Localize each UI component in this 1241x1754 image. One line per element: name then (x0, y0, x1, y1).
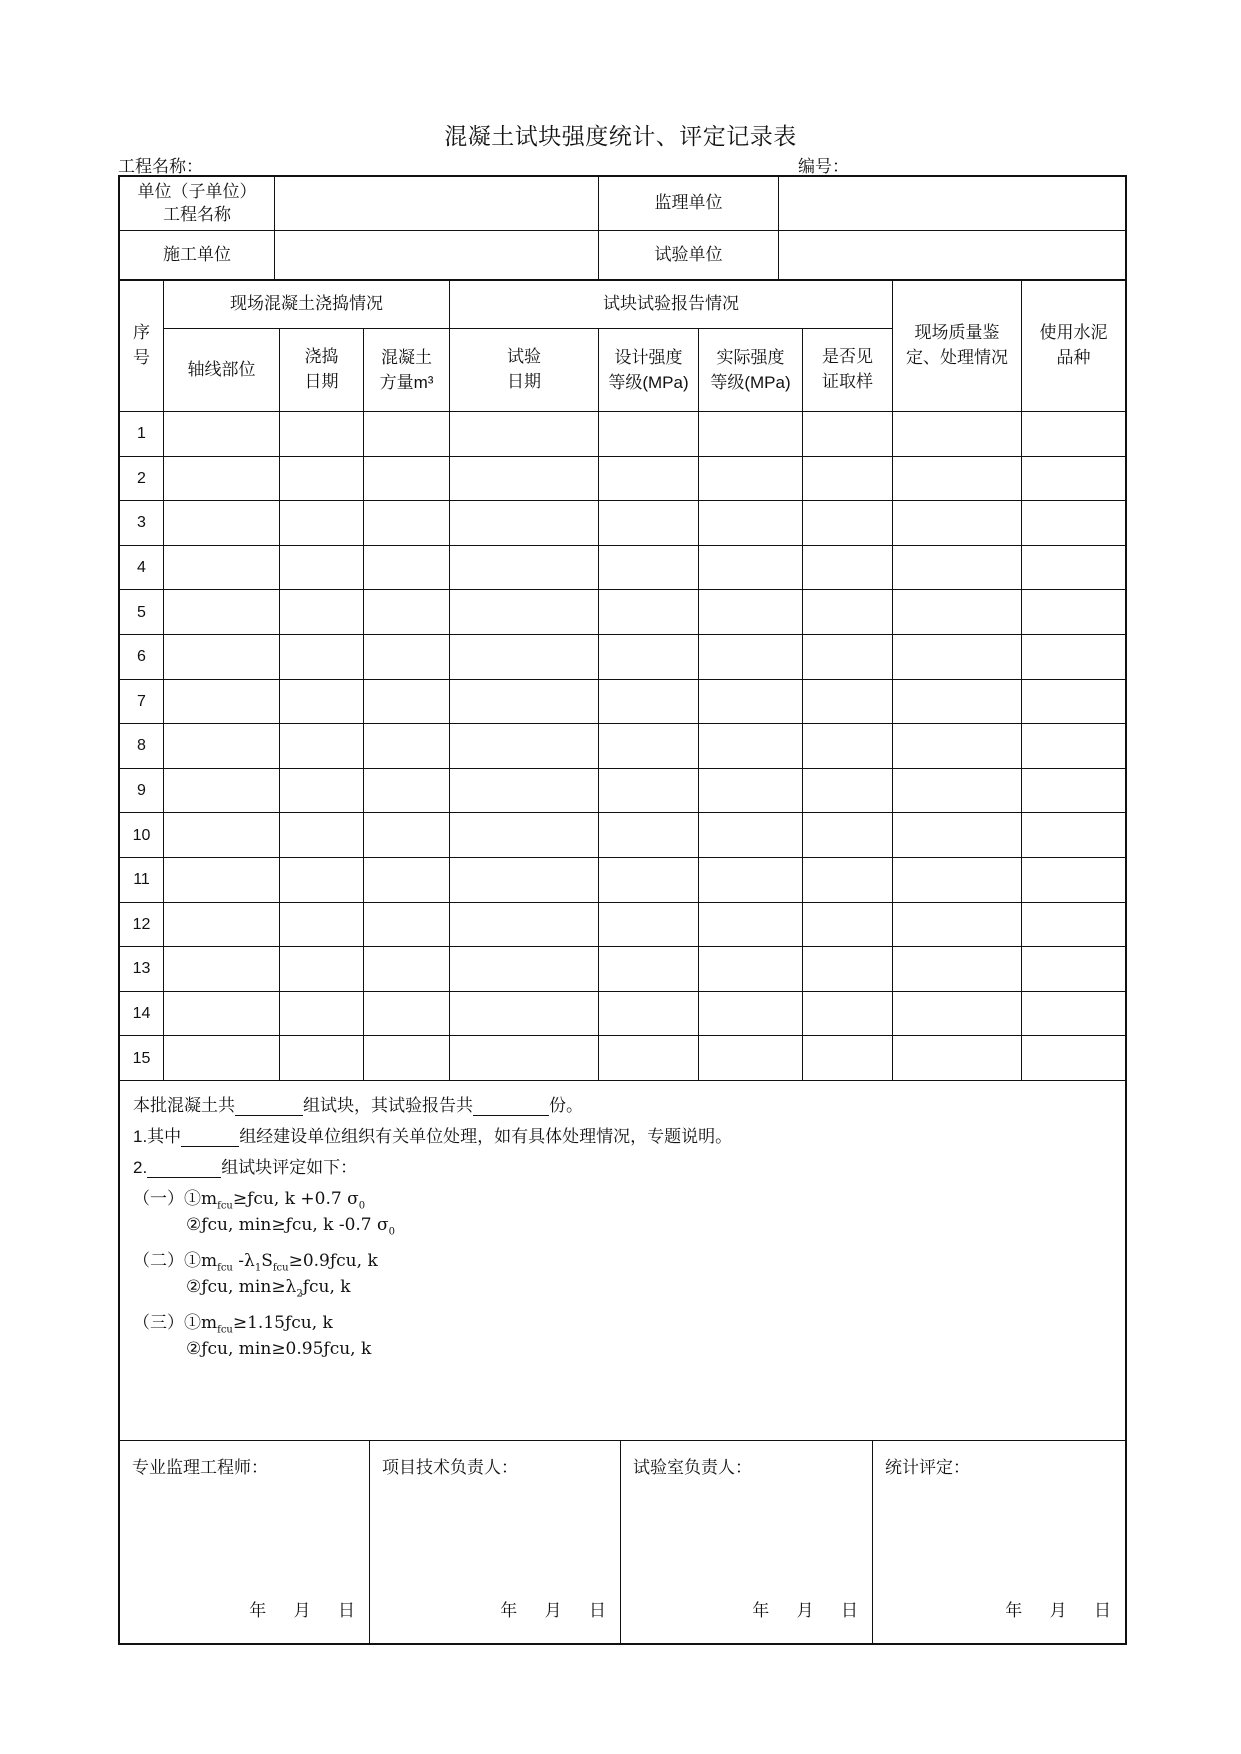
actual-strength-cell[interactable] (699, 813, 803, 858)
seq-cell: 7 (120, 680, 164, 725)
casting-date-cell[interactable] (280, 501, 364, 546)
seq-cell: 4 (120, 546, 164, 591)
concrete-volume-cell[interactable] (364, 590, 450, 635)
cement-cell[interactable] (1022, 992, 1125, 1037)
test-date-cell[interactable] (450, 858, 599, 903)
test-date-cell[interactable] (450, 546, 599, 591)
witness-sampling-cell[interactable] (803, 992, 893, 1037)
witness-sampling-cell[interactable] (803, 501, 893, 546)
actual-strength-header: 实际强度 等级(MPa) (699, 329, 803, 412)
casting-date-cell[interactable] (280, 590, 364, 635)
actual-strength-cell[interactable] (699, 1036, 803, 1081)
witness-sampling-header: 是否见 证取样 (803, 329, 893, 412)
concrete-volume-cell[interactable] (364, 992, 450, 1037)
cement-cell[interactable] (1022, 903, 1125, 948)
formula-text: ②ƒcu, min≥ƒcu, k -0.7 σ (186, 1215, 389, 1235)
witness-sampling-cell[interactable] (803, 947, 893, 992)
test-date-cell[interactable] (450, 1036, 599, 1081)
seq-cell: 11 (120, 858, 164, 903)
formula-sub: fcu (272, 1262, 289, 1274)
design-strength-cell[interactable] (599, 546, 699, 591)
actual-strength-cell[interactable] (699, 546, 803, 591)
quality-cell[interactable] (893, 903, 1022, 948)
casting-date-cell[interactable] (280, 1036, 364, 1081)
record-form (118, 175, 1127, 1645)
test-date-cell[interactable] (450, 590, 599, 635)
quality-cell[interactable] (893, 1036, 1022, 1081)
signature-supervisor[interactable] (120, 1441, 370, 1643)
design-strength-cell[interactable] (599, 992, 699, 1037)
actual-strength-cell[interactable] (699, 992, 803, 1037)
construction-field[interactable] (275, 231, 599, 281)
signature-date: 年 月 日 (1005, 1601, 1111, 1621)
axis-position-cell[interactable] (164, 546, 280, 591)
seq-header: 序 号 (120, 281, 164, 412)
test-date-cell[interactable] (450, 813, 599, 858)
quality-cell[interactable] (893, 546, 1022, 591)
casting-date-cell[interactable] (280, 412, 364, 457)
test-date-cell[interactable] (450, 947, 599, 992)
design-strength-cell[interactable] (599, 680, 699, 725)
test-date-cell[interactable] (450, 769, 599, 814)
signature-lab-lead[interactable] (621, 1441, 873, 1643)
unit-field[interactable] (275, 177, 599, 231)
seq-cell: 8 (120, 724, 164, 769)
supervision-label: 监理单位 (599, 177, 779, 231)
quality-cell[interactable] (893, 412, 1022, 457)
witness-sampling-cell[interactable] (803, 769, 893, 814)
handled-groups-line (133, 1122, 732, 1147)
concrete-volume-cell[interactable] (364, 724, 450, 769)
seq-cell: 12 (120, 903, 164, 948)
casting-date-header: 浇捣 日期 (280, 329, 364, 412)
test-date-cell[interactable] (450, 457, 599, 502)
casting-date-cell[interactable] (280, 858, 364, 903)
actual-strength-cell[interactable] (699, 412, 803, 457)
construction-label: 施工单位 (120, 231, 275, 281)
formula-sub: fcu (217, 1200, 233, 1212)
axis-position-cell[interactable] (164, 635, 280, 680)
casting-date-cell[interactable] (280, 724, 364, 769)
quality-header: 现场质量鉴 定、处理情况 (893, 281, 1022, 412)
design-strength-cell[interactable] (599, 724, 699, 769)
axis-position-cell[interactable] (164, 1036, 280, 1081)
actual-strength-cell[interactable] (699, 457, 803, 502)
group-count-blank[interactable] (235, 1097, 303, 1116)
test-date-cell[interactable] (450, 501, 599, 546)
note-text: 份。 (549, 1096, 583, 1116)
test-date-cell[interactable] (450, 680, 599, 725)
signature-statistics[interactable] (873, 1441, 1125, 1643)
seq-cell: 15 (120, 1036, 164, 1081)
cement-cell[interactable] (1022, 1036, 1125, 1081)
quality-cell[interactable] (893, 635, 1022, 680)
casting-date-cell[interactable] (280, 992, 364, 1037)
casting-date-cell[interactable] (280, 769, 364, 814)
signature-date: 年 月 日 (249, 1601, 355, 1621)
actual-strength-cell[interactable] (699, 769, 803, 814)
cement-cell[interactable] (1022, 769, 1125, 814)
test-date-cell[interactable] (450, 992, 599, 1037)
handled-count-blank[interactable] (181, 1128, 239, 1147)
cement-cell[interactable] (1022, 635, 1125, 680)
formula-text: ②ƒcu, min≥λ (186, 1277, 297, 1297)
note-text: 2. (133, 1158, 148, 1177)
note-text: 组试块评定如下： (221, 1158, 358, 1178)
concrete-volume-cell[interactable] (364, 1036, 450, 1081)
concrete-volume-cell[interactable] (364, 769, 450, 814)
formula-prefix: （二） (133, 1251, 184, 1271)
formula-text: ①m (184, 1251, 218, 1271)
note-text: 组试块，其试验报告共 (303, 1096, 473, 1116)
formula-2a (133, 1246, 378, 1273)
actual-strength-cell[interactable] (699, 947, 803, 992)
cement-cell[interactable] (1022, 501, 1125, 546)
concrete-volume-cell[interactable] (364, 903, 450, 948)
design-strength-cell[interactable] (599, 947, 699, 992)
axis-position-header: 轴线部位 (164, 329, 280, 412)
formula-text: -λ (232, 1251, 255, 1271)
design-strength-cell[interactable] (599, 769, 699, 814)
seq-cell: 9 (120, 769, 164, 814)
actual-strength-cell[interactable] (699, 501, 803, 546)
formula-1b (186, 1215, 395, 1237)
formula-sub: fcu (217, 1324, 233, 1336)
witness-sampling-cell[interactable] (803, 858, 893, 903)
axis-position-cell[interactable] (164, 590, 280, 635)
signature-date: 年 月 日 (752, 1601, 858, 1621)
quality-cell[interactable] (893, 947, 1022, 992)
design-strength-cell[interactable] (599, 1036, 699, 1081)
cement-cell[interactable] (1022, 457, 1125, 502)
signature-role: 试验室负责人： (633, 1458, 752, 1478)
cement-cell[interactable] (1022, 813, 1125, 858)
concrete-volume-cell[interactable] (364, 412, 450, 457)
witness-sampling-cell[interactable] (803, 1036, 893, 1081)
witness-sampling-cell[interactable] (803, 635, 893, 680)
quality-cell[interactable] (893, 590, 1022, 635)
testing-label: 试验单位 (599, 231, 779, 281)
supervision-field[interactable] (779, 177, 1125, 231)
quality-cell[interactable] (893, 501, 1022, 546)
formula-sub: 1 (254, 1262, 262, 1274)
testing-field[interactable] (779, 231, 1125, 281)
formula-text: ≥ƒcu, k +0.7 σ (232, 1189, 359, 1209)
witness-sampling-cell[interactable] (803, 412, 893, 457)
axis-position-cell[interactable] (164, 813, 280, 858)
formula-text: ≥0.9ƒcu, k (288, 1251, 378, 1271)
test-date-cell[interactable] (450, 724, 599, 769)
witness-sampling-cell[interactable] (803, 546, 893, 591)
axis-position-cell[interactable] (164, 769, 280, 814)
test-date-cell[interactable] (450, 903, 599, 948)
quality-cell[interactable] (893, 992, 1022, 1037)
formula-sub: 0 (388, 1226, 395, 1238)
formula-text: ≥1.15ƒcu, k (232, 1313, 333, 1333)
design-strength-cell[interactable] (599, 457, 699, 502)
design-strength-cell[interactable] (599, 412, 699, 457)
witness-sampling-cell[interactable] (803, 724, 893, 769)
formula-text: S (261, 1251, 273, 1271)
actual-strength-cell[interactable] (699, 590, 803, 635)
cement-cell[interactable] (1022, 412, 1125, 457)
quality-cell[interactable] (893, 724, 1022, 769)
quality-cell[interactable] (893, 680, 1022, 725)
quality-cell[interactable] (893, 813, 1022, 858)
quality-cell[interactable] (893, 858, 1022, 903)
seq-cell: 3 (120, 501, 164, 546)
seq-cell: 5 (120, 590, 164, 635)
formula-text: ①m (184, 1313, 218, 1333)
signature-role: 统计评定： (885, 1458, 970, 1478)
evaluated-groups-line (133, 1153, 357, 1178)
axis-position-cell[interactable] (164, 992, 280, 1037)
formula-sub: fcu (217, 1262, 233, 1274)
formula-sub: 2 (296, 1288, 303, 1300)
formula-prefix: （一） (133, 1189, 184, 1209)
design-strength-cell[interactable] (599, 590, 699, 635)
axis-position-cell[interactable] (164, 412, 280, 457)
actual-strength-cell[interactable] (699, 858, 803, 903)
signature-date: 年 月 日 (500, 1601, 606, 1621)
formula-text: ƒcu, k (302, 1277, 351, 1297)
cement-header: 使用水泥 品种 (1022, 281, 1125, 412)
signature-role: 项目技术负责人： (382, 1458, 518, 1478)
report-count-blank[interactable] (473, 1097, 549, 1116)
report-group-header: 试块试验报告情况 (450, 281, 893, 329)
design-strength-cell[interactable] (599, 903, 699, 948)
formula-text: ②ƒcu, min≥0.95ƒcu, k (186, 1339, 372, 1359)
evaluation-notes (120, 1085, 1125, 1441)
formula-sub: 0 (358, 1200, 366, 1212)
formula-1a (133, 1184, 365, 1211)
witness-sampling-cell[interactable] (803, 457, 893, 502)
note-text: 组经建设单位组织有关单位处理，如有具体处理情况，专题说明。 (239, 1127, 733, 1147)
seq-cell: 13 (120, 947, 164, 992)
seq-cell: 1 (120, 412, 164, 457)
quality-cell[interactable] (893, 457, 1022, 502)
actual-strength-cell[interactable] (699, 724, 803, 769)
concrete-volume-cell[interactable] (364, 501, 450, 546)
seq-cell: 14 (120, 992, 164, 1037)
axis-position-cell[interactable] (164, 947, 280, 992)
cement-cell[interactable] (1022, 858, 1125, 903)
axis-position-cell[interactable] (164, 501, 280, 546)
axis-position-cell[interactable] (164, 858, 280, 903)
casting-date-cell[interactable] (280, 680, 364, 725)
casting-date-cell[interactable] (280, 947, 364, 992)
document-title: 混凝土试块强度统计、评定记录表 (444, 124, 797, 150)
cement-cell[interactable] (1022, 680, 1125, 725)
formula-2b (186, 1277, 351, 1299)
quality-cell[interactable] (893, 769, 1022, 814)
actual-strength-cell[interactable] (699, 903, 803, 948)
test-date-header: 试验 日期 (450, 329, 599, 412)
actual-strength-cell[interactable] (699, 635, 803, 680)
seq-cell: 6 (120, 635, 164, 680)
concrete-volume-cell[interactable] (364, 635, 450, 680)
concrete-volume-cell[interactable] (364, 947, 450, 992)
cement-cell[interactable] (1022, 724, 1125, 769)
note-text: 1.其中 (133, 1127, 182, 1146)
casting-date-cell[interactable] (280, 457, 364, 502)
design-strength-cell[interactable] (599, 813, 699, 858)
formula-3a (133, 1308, 333, 1335)
concrete-volume-cell[interactable] (364, 858, 450, 903)
note-text: 本批混凝土共 (133, 1096, 235, 1116)
casting-date-cell[interactable] (280, 903, 364, 948)
test-date-cell[interactable] (450, 635, 599, 680)
unit-label: 单位（子单位） 工程名称 (120, 177, 275, 231)
concrete-volume-cell[interactable] (364, 813, 450, 858)
seq-cell: 2 (120, 457, 164, 502)
project-name-label: 工程名称： (118, 157, 203, 177)
axis-position-cell[interactable] (164, 457, 280, 502)
concrete-volume-cell[interactable] (364, 680, 450, 725)
concrete-volume-cell[interactable] (364, 457, 450, 502)
concrete-volume-cell[interactable] (364, 546, 450, 591)
casting-date-cell[interactable] (280, 635, 364, 680)
design-strength-cell[interactable] (599, 635, 699, 680)
design-strength-cell[interactable] (599, 858, 699, 903)
casting-group-header: 现场混凝土浇捣情况 (164, 281, 450, 329)
witness-sampling-cell[interactable] (803, 813, 893, 858)
seq-cell: 10 (120, 813, 164, 858)
axis-position-cell[interactable] (164, 903, 280, 948)
casting-date-cell[interactable] (280, 813, 364, 858)
witness-sampling-cell[interactable] (803, 680, 893, 725)
cement-cell[interactable] (1022, 590, 1125, 635)
number-label: 编号： (798, 157, 849, 177)
actual-strength-cell[interactable] (699, 680, 803, 725)
casting-date-cell[interactable] (280, 546, 364, 591)
signature-tech-lead[interactable] (370, 1441, 621, 1643)
design-strength-header: 设计强度 等级(MPa) (599, 329, 699, 412)
evaluated-count-blank[interactable] (147, 1159, 221, 1178)
axis-position-cell[interactable] (164, 680, 280, 725)
formula-text: ①m (184, 1189, 218, 1209)
batch-summary-line (133, 1091, 583, 1116)
witness-sampling-cell[interactable] (803, 903, 893, 948)
formula-3b (186, 1339, 371, 1359)
axis-position-cell[interactable] (164, 724, 280, 769)
signature-role: 专业监理工程师： (132, 1458, 268, 1478)
test-date-cell[interactable] (450, 412, 599, 457)
formula-prefix: （三） (133, 1313, 184, 1333)
concrete-volume-header: 混凝土 方量m³ (364, 329, 450, 412)
witness-sampling-cell[interactable] (803, 590, 893, 635)
cement-cell[interactable] (1022, 546, 1125, 591)
cement-cell[interactable] (1022, 947, 1125, 992)
design-strength-cell[interactable] (599, 501, 699, 546)
